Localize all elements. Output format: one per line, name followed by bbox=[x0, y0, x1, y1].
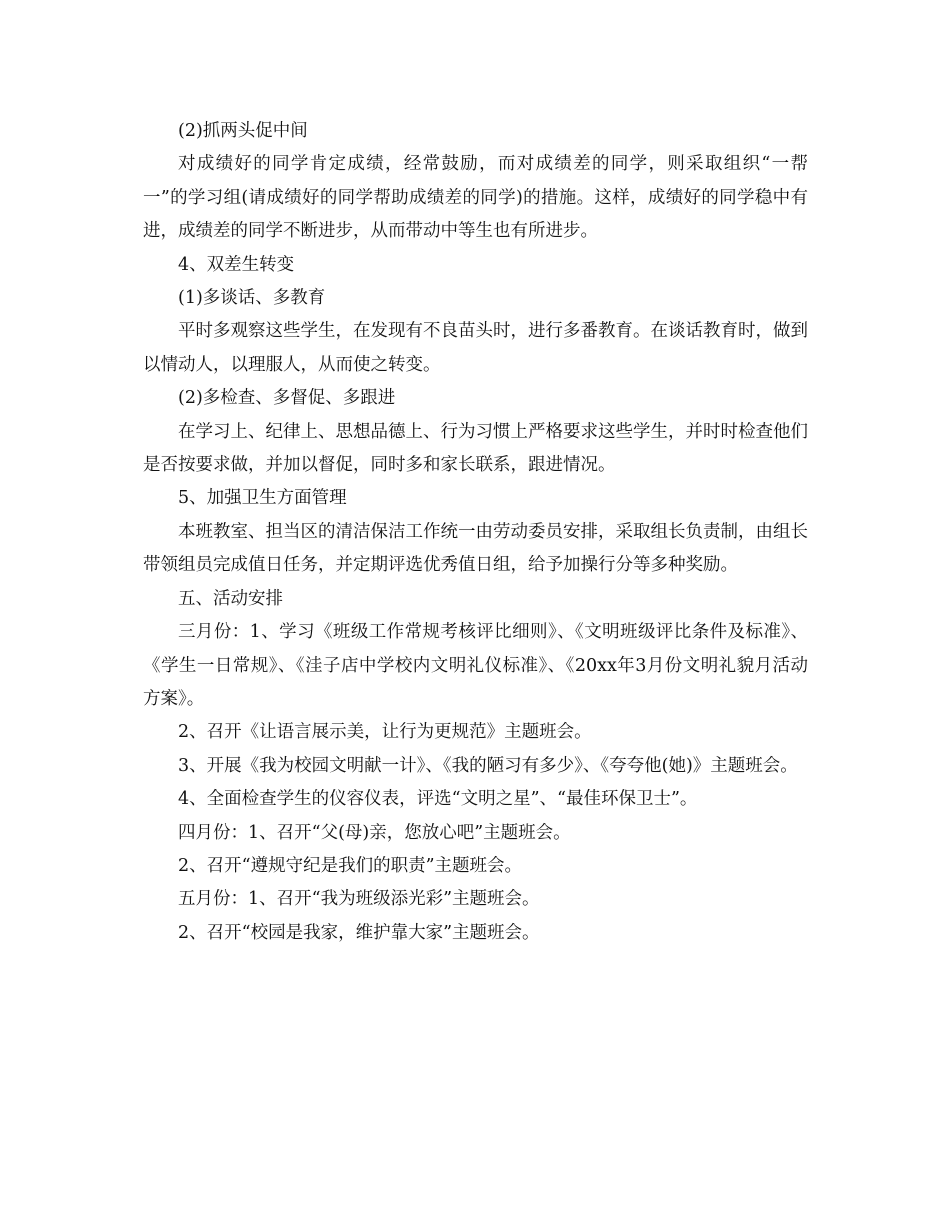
paragraph-observe-educate: 平时多观察这些学生，在发现有不良苗头时，进行多番教育。在谈话教育时，做到以情动人，以理服人，从而使之转变。 bbox=[143, 321, 808, 375]
paragraph-strict-requirements: 在学习上、纪律上、思想品德上、行为习惯上严格要求这些学生，并时时检查他们是否按要求做，并加以督促，同时多和家长联系，跟进情况。 bbox=[143, 421, 808, 476]
heading-activity-schedule: 五、活动安排 bbox=[178, 588, 283, 609]
paragraph-may-item-1: 五月份：1、召开“我为班级添光彩”主题班会。 bbox=[178, 889, 540, 910]
heading-double-poor-students: 4、双差生转变 bbox=[178, 254, 295, 275]
paragraph-march-item-3: 3、开展《我为校园文明献一计》、《我的陋习有多少》、《夸夸他(她)》主题班会。 bbox=[178, 755, 798, 776]
paragraph-may-item-2: 2、召开“校园是我家，维护靠大家”主题班会。 bbox=[178, 922, 540, 943]
document-body bbox=[143, 115, 808, 950]
paragraph-april-item-2: 2、召开“遵规守纪是我们的职责”主题班会。 bbox=[178, 855, 523, 876]
paragraph-march-item-2: 2、召开《让语言展示美，让行为更规范》主题班会。 bbox=[178, 722, 592, 743]
subheading-talk-educate: (1)多谈话、多教育 bbox=[178, 288, 326, 309]
paragraph-cleaning-duty: 本班教室、担当区的清洁保洁工作统一由劳动委员安排，采取组长负责制，由组长带领组员完成值日任务，并定期评选优秀值日组，给予加操行分等多种奖励。 bbox=[143, 521, 808, 576]
paragraph-march-item-4: 4、全面检查学生的仪容仪表，评选“文明之星”、“最佳环保卫士”。 bbox=[178, 789, 698, 810]
subheading-grasp-both-ends: (2)抓两头促中间 bbox=[178, 121, 308, 141]
heading-hygiene-management: 5、加强卫生方面管理 bbox=[178, 488, 347, 509]
subheading-check-supervise: (2)多检查、多督促、多跟进 bbox=[178, 388, 396, 409]
paragraph-april-item-1: 四月份：1、召开“父(母)亲，您放心吧”主题班会。 bbox=[178, 822, 571, 843]
paragraph-pairing-study-groups: 对成绩好的同学肯定成绩，经常鼓励，而对成绩差的同学，则采取组织“一帮一”的学习组(请成绩好的同学帮助成绩差的同学)的措施。这样，成绩好的同学稳中有进，成绩差的同学不断进步，从而带动中等生也有所进步。 bbox=[143, 154, 808, 242]
paragraph-march-item-1: 三月份：1、学习《班级工作常规考核评比细则》、《文明班级评比条件及标准》、《学生一日常规》、《洼子店中学校内文明礼仪标准》、《20xx年3月份文明礼貌月活动方案》。 bbox=[143, 622, 808, 709]
